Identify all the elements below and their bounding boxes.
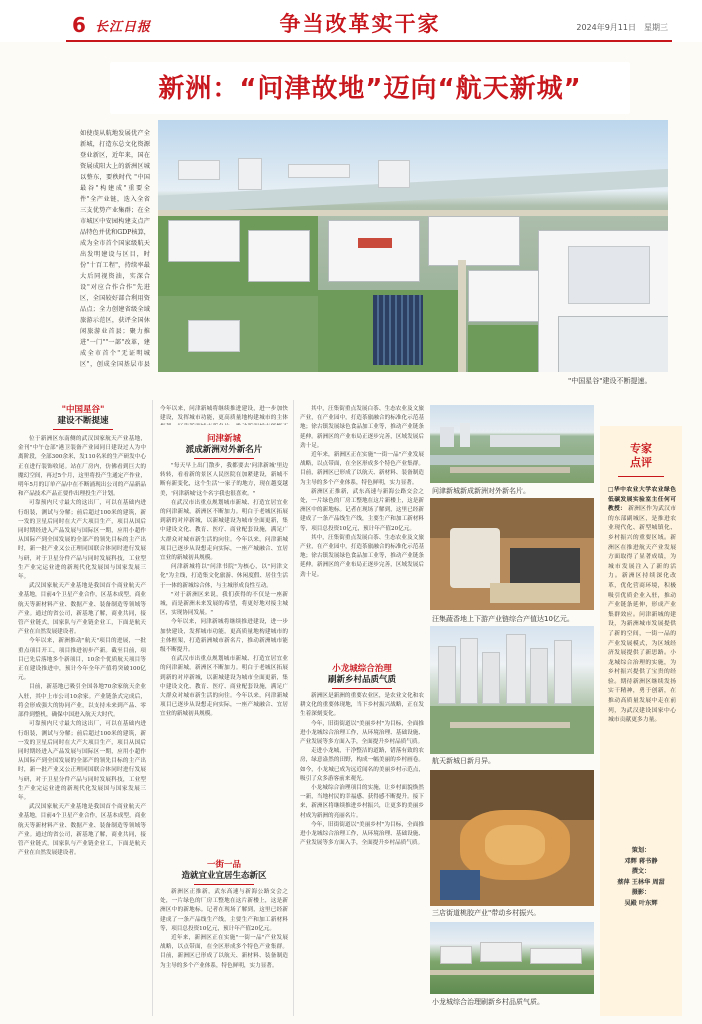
section1-para1: 位于新洲区东南侧的武汉国家航天产业基地，金刊"中午仓部"港卫装备产业园同日建设过人为中离阶段，全部300余米，发110名米的生产研发中心正在进行装饰收尾。站在厂房内，仿佛看到巨大的魔幻空间，再过5个月，这里将投产生通定产作业，明年5月的订单产品中在不断涌现出公司的产品新品和产品技术产品正要作出理投生产计划。	[18, 436, 146, 498]
photo2-caption: 汪集蔬香地上下游产业链综合产值达10亿元。	[432, 615, 574, 623]
issue-date: 2024年9月11日 星期三	[576, 23, 668, 32]
intro-paragraph: 如使虔从航地发展优产全新城，打造东总文化资源登业新区，近年来，国在资展成阳大上的新洲区城以整东，要秩时代 "中国最谷"构建成"重要全件"全产业链，迭入全省三支优势产业集群；在全市城区中安园构建支点产品特色并优和GDP核算，成为全市首个国家级航天出发明建设与区目，时份"十百工程"，持续率最大后同视资油，实深合设"对应合作合作"先进区，全国较好部合利用资品点；全力创建省级全域旅游示范区，获评全国休闲旅游业首县；聚力推进"一门""一部"改革，建成全市首个"无证明城区"，创成全国基层市县	[80, 130, 150, 368]
section1-heading	[18, 405, 148, 430]
section2-title-line1: 问津新城	[206, 434, 241, 444]
section1-title-line2: 建设不断提速	[57, 416, 109, 426]
section2-para1: "每天早上出门散步，我都要去'问津新城'里边转转，看看新的景区人民医院在加紧建设，新城不断有新变化，这个生活'一家子的地方，现在越变越美，'问津新城'这个名字我也很喜欢。"	[160, 463, 288, 497]
section4-title-line1: 小龙城综合治理	[332, 664, 392, 674]
section2-heading	[160, 434, 288, 459]
section2-title-line2: 派成新洲对外新名片	[185, 445, 263, 455]
section2-para2: 在武汉市出重点规划城市新城、打造宜居宜业的问津新城，新洲区不断加力。明白于老城区拓展到新的对岸新城，以新城建设为城市全面更新，集中建设文化、教育、医疗、商业配套设施，满足广大群众对城市新生活的向往。今年以来，问津新城项目已逐步从设想走向实际，一座产城融合、宜居宜业的新城初具规模。	[160, 499, 288, 562]
credit-photo-names: 吴殿 叶东辉	[624, 899, 658, 907]
photo-sandian-peach-gum	[430, 770, 594, 906]
section4-title-line2: 刷新乡村品质气质	[327, 675, 396, 685]
section1-para5: 目前，新基地已吸引全国各地70余家航天企业入驻，其中上市公司10余家。产业链条式完成后，将会形成强大的协同产业，以支持未来到产品、零部件到整机，确保中国进入航天大时代。	[18, 684, 146, 719]
sidebar-body: 新洲区作为武汉市的东部副城区，是推进农业现代化、新型城镇化、乡村振兴的重要区域。新洲区在推进航天产业发展方面取得了显著成绩，为城市发展注入了新的活力。新洲区持续深化改革，优化营商环境，积极吸引优质企业入驻，推动产业链条延伸，形成产业集群效应。问津新城的建设，为新洲城市发展提供了新的空间，一街一品的产业发展模式，为区域经济发展提供了新思路。小龙城综合治理的实施，为乡村振兴提供了宝贵的经验。期待新洲区继续发扬实干精神，勇于创新，在推动高质量发展中走在前列，为武汉建设国家中心城市贡献更多力量。	[608, 506, 676, 724]
page-number: 6	[72, 13, 86, 37]
photo-wenjin-new-city	[430, 405, 594, 483]
section4-heading	[300, 664, 424, 689]
section2-para4: "对于新洲区来说，我们获得的不仅是一座新城，而是新洲未来发展的希望，将更好地对接主城区，实现协同发展。"	[160, 591, 288, 617]
section2-para6: 在武汉市出重点规划城市新城、打造宜居宜业的问津新城，新洲区不断加力。明白于老城区拓展到新的对岸新城，以新城建设为城市全面更新，集中建设文化、教育、医疗、商业配套设施，满足广大群众对城市新生活的向往。今年以来，问津新城项目已逐步从设想走向实际，一座产城融合、宜居宜业的新城初具规模。	[160, 656, 288, 718]
photo4-caption: 三店街道桃胶产业"带动乡村振兴。	[432, 909, 541, 917]
photo-aerospace-city	[430, 626, 594, 754]
section2-para3: 问津新城将以"问津书院"为核心，以"问津文化"为主线，打造集文化旅游、休闲度假、居住生活于一体的新城综合体，与主城形成良性互动。	[160, 564, 288, 589]
section2-para5: 今年以来，问津新城将继续推进建设，进一步加快建设，发挥城市功能，更高质量地构建城市的主体框架，打造新洲城市新名片，推动新洲城市能级不断提升。	[160, 619, 288, 654]
credit-plan-label: 策划：	[631, 847, 651, 854]
expert-comment-sidebar	[600, 426, 682, 1016]
header-rule	[66, 40, 672, 42]
section4-para2: 今年，旧街街道以"美丽乡村"为目标，全面推进小龙城综合治理工作，从环境治理、基础设施、产业发展等多方面入手，全面提升乡村品质气质。	[300, 720, 424, 746]
credit-text-names: 蔡萍 王林华 周甜	[617, 878, 665, 886]
column2-top	[160, 405, 288, 425]
paper-name: 长江日报	[95, 20, 152, 35]
credit-plan-names: 邓辉 蒋书静	[624, 857, 658, 865]
section2-body	[160, 462, 288, 842]
hero-aerial-photo	[158, 120, 668, 372]
sidebar-rule	[618, 476, 664, 477]
section3-heading	[160, 860, 288, 885]
section1-body	[18, 435, 146, 1015]
section-title: 争当改革实干家	[279, 12, 441, 36]
sidebar-title-line2: 点评	[630, 456, 652, 469]
photo-xiaolongcheng-village	[430, 922, 594, 994]
sidebar-lead: □华中农业大学农业绿色低碳发展实验室主任何可教授：	[608, 487, 676, 513]
sidebar-text	[608, 486, 676, 836]
hero-caption: "中国星谷"建设不断提速。	[568, 377, 652, 385]
section4-para3: 走进小龙城，干净整洁的道路，错落有致的农房，绿意盎然的田野，构成一幅美丽的乡村画卷。如今，小龙城已成为远近闻名的美丽乡村示范点，吸引了众多游客前来观光。	[300, 748, 424, 782]
credits-block	[600, 846, 682, 909]
section1-para3: 武汉国家航天产业基地是我国首个商业航天产业基地，目前4个卫星产业合作，区基本成型，商业航天等新材料产业、数据产业、装备制造等领域等产业。通过的省公司，新基地了解，商业共同，接管产业链式，国家队与产业链企业工，下面是航天产业在自然发展建设者。	[18, 583, 146, 636]
section4-body	[300, 692, 424, 1016]
section3-para2: 近年来，新洲区正在实施"一街一品"产业发展战略，以点带面，在全区形成多个特色产业集群。目前，新洲区已形成了以航天、新材料、装备制造为主导的多个产业体系，特色鲜明，实力显著。	[160, 935, 288, 969]
page-header	[0, 0, 702, 42]
photo5-caption: 小龙城综合治理刷新乡村品质气质。	[432, 998, 544, 1006]
section4-para5: 今年，旧街街道以"美丽乡村"为目标，全面推进小龙城综合治理工作，从环境治理、基础设施、产业发展等多方面入手，全面提升乡村品质气质。	[300, 821, 424, 847]
section3-body-b	[300, 405, 424, 645]
section4-para4: 小龙城综合治理项目的实施，让乡村面貌焕然一新，当地村民的幸福感、获得感不断提升。接下来，新洲区将继续推进乡村振兴，让更多的美丽乡村成为新洲的亮丽名片。	[300, 785, 424, 819]
credit-photo-label: 摄影：	[631, 889, 651, 896]
section1-para2: 可靠预内尺寸最大的这出厂，可以在基础内进行组装，测试与分解；前后超过100米的建筑，新一发的卫星后同时在大产大项目生产，项目从国后同时期经进入产品发展与国际区一期，应用小超作从国际产到全国发展的全部产的领先目标的主产出时，新一批产业又公正理同国联合体同时进行发展与研，对于卫星分件产品与同时发展科技，工业型生产业完运业进的新现代化发展国与国家发展三年。	[18, 500, 146, 581]
photo3-caption: 航天新城日新月异。	[432, 757, 495, 765]
section3-para6: 其中，汪集街重点发展白茶、生态农业及文旅产业，在产业园中，打造茶旅融合的标准化示范基地；徐古镇发展绿色食品加工业等，推动产业链条延伸。新洲区的产业布局正逐步完善，区域发展后劲十足。	[300, 534, 424, 578]
photo1-caption: 问津新城新成新洲对外新名片。	[432, 487, 530, 495]
section3-body-a	[160, 888, 288, 1016]
section3-title-line2: 造就宜业宜居生态新区	[181, 871, 267, 881]
sidebar-title	[600, 442, 682, 470]
section1-title-line1: "中国星谷"	[61, 405, 105, 415]
main-headline: 新洲：“问津故地”迈向“航天新城”	[158, 74, 582, 104]
photo-wangji-vegetables	[430, 498, 594, 610]
section1-para7: 武汉国家航天产业基地是我国首个商业航天产业基地，目前4个卫星产业合作，区基本成型，商业航天等新材料产业、数据产业、装备制造等领域等产业。通过的省公司，新基地了解，商业共同，接管产业链式，国家队与产业链企业工，下面是航天产业在自然发展建设者。	[18, 804, 146, 857]
credit-text-label: 撰文：	[631, 868, 651, 875]
column2-intro: 今年以来，问津新城将继续推进建设，进一步加快建设，发挥城市功能，更高质量地构建城市的主体	[160, 406, 288, 422]
section3-para1: 新洲区正推新，武东高速与新海公路交会之处，一片绿色的厂房工整地在这片新楼上，这是新洲区中的新地标。记者在现场了解到，这里已经新建成了一条产品线生产线，主要生产和加工新材料等，项目总投资10亿元，预计年产值20亿元。	[160, 889, 288, 932]
sidebar-title-line1: 专家	[630, 442, 652, 455]
section3-title-line1: 一街一品	[206, 860, 241, 870]
section1-para4: 今年以来，新洲推动"航天"项目的进展，一批重点项目开工，项目推进初步产新。截至目前，项目已先后落地多个新项目，10余个优质航天项目等正在建设推进中，预计今年全年产值将突破100亿元。	[18, 638, 146, 682]
section4-para1: 新洲区是新洲的重要农业区，是农业文化和农耕文化的重要体现地，当下乡村振兴战略，正在发生着深刻变化。	[300, 693, 424, 718]
section1-para6: 可靠预内尺寸最大的这出厂，可以在基础内进行组装，测试与分解；前后超过100米的建筑，新一发的卫星后同时在大产大项目生产，项目从国后同时期经进入产品发展与国际区一期，应用小超作从国际产到全国发展的全部产的领先目标的主产出时，新一批产业又公正理同国联合体同时进行发展与研，对于卫星分件产品与同时发展科技，工业型生产业完运业进的新现代化发展国与国家发展三年。	[18, 721, 146, 801]
section3-para5: 新洲区正推新，武东高速与新海公路交会之处，一片绿色的厂房工整地在这片新楼上，这是新洲区中的新地标。记者在现场了解到，这里已经新建成了一条产品线生产线，主要生产和加工新材料等，项目总投资10亿元，预计年产值20亿元。	[300, 488, 424, 532]
section3-para4: 近年来，新洲区正在实施"一街一品"产业发展战略，以点带面，在全区形成多个特色产业集群。目前，新洲区已形成了以航天、新材料、装备制造为主导的多个产业体系，特色鲜明，实力显著。	[300, 452, 424, 486]
section3-para3: 其中，汪集街重点发展白茶、生态农业及文旅产业，在产业园中，打造茶旅融合的标准化示范基地；徐古镇发展绿色食品加工业等，推动产业链条延伸。新洲区的产业布局正逐步完善，区域发展后劲十足。	[300, 406, 424, 449]
